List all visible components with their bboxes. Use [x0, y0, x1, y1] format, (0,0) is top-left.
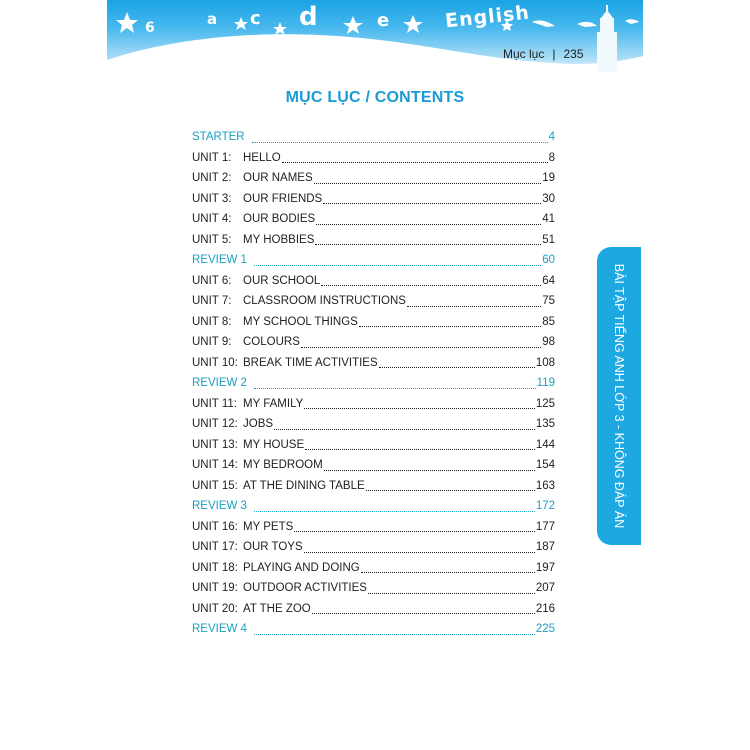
toc-title: COLOURS	[243, 336, 300, 348]
toc-unit-row[interactable]	[192, 234, 555, 255]
toc-page-number: 119	[536, 377, 555, 389]
table-of-contents	[192, 131, 555, 644]
toc-label: UNIT 13:	[192, 438, 238, 451]
dot-leader	[368, 593, 535, 594]
page-title: MỤC LỤC / CONTENTS	[285, 89, 465, 106]
dot-leader	[324, 470, 535, 471]
dot-leader	[304, 408, 535, 409]
dot-leader	[379, 367, 535, 368]
banner-letter: e	[377, 10, 390, 31]
toc-page-number: 216	[535, 602, 555, 615]
toc-title: HELLO	[243, 151, 281, 164]
toc-unit-row[interactable]	[192, 459, 555, 480]
toc-page-number: 4	[548, 131, 555, 143]
toc-label: UNIT 6:	[192, 274, 232, 287]
toc-unit-row[interactable]	[192, 213, 555, 234]
dot-leader	[274, 429, 535, 430]
dot-leader	[254, 265, 541, 266]
toc-page-number: 51	[542, 233, 555, 246]
toc-label: UNIT 9:	[192, 336, 232, 348]
toc-page-number: 163	[535, 479, 555, 492]
toc-label: STARTER	[192, 131, 245, 143]
dot-leader	[321, 285, 541, 286]
toc-title: MY FAMILY	[243, 397, 304, 410]
dot-leader	[305, 449, 535, 450]
banner-letter: 6	[145, 20, 155, 36]
toc-label: UNIT 15:	[192, 479, 238, 492]
toc-label: REVIEW 2	[192, 377, 247, 389]
toc-label: UNIT 10:	[192, 356, 238, 369]
dot-leader	[301, 347, 541, 348]
toc-unit-row[interactable]	[192, 295, 555, 316]
toc-page-number: 177	[535, 520, 555, 533]
toc-label: UNIT 5:	[192, 233, 232, 246]
toc-label: UNIT 14:	[192, 459, 238, 471]
running-title: Mục lục	[503, 47, 545, 61]
banner-letter: a	[207, 10, 218, 28]
toc-unit-row[interactable]	[192, 316, 555, 337]
toc-section-row[interactable]	[192, 500, 555, 521]
dot-leader	[254, 634, 535, 635]
toc-page-number: 19	[542, 172, 555, 184]
toc-page-number: 135	[535, 418, 555, 430]
toc-label: UNIT 8:	[192, 315, 232, 328]
dot-leader	[323, 203, 541, 204]
banner-decoration	[107, 0, 643, 72]
toc-unit-row[interactable]	[192, 439, 555, 460]
toc-section-row[interactable]	[192, 377, 555, 398]
toc-title: OUR SCHOOL	[243, 274, 321, 287]
toc-label: REVIEW 3	[192, 500, 247, 512]
toc-page-number: 98	[542, 336, 555, 348]
dot-leader	[252, 142, 548, 143]
toc-unit-row[interactable]	[192, 275, 555, 296]
dot-leader	[254, 388, 536, 389]
toc-label: UNIT 19:	[192, 582, 238, 594]
toc-unit-row[interactable]	[192, 562, 555, 583]
toc-unit-row[interactable]	[192, 193, 555, 214]
toc-page-number: 75	[542, 295, 555, 307]
toc-title: OUR NAMES	[243, 172, 313, 184]
toc-title: BREAK TIME ACTIVITIES	[243, 356, 378, 369]
toc-page-number: 64	[542, 274, 555, 287]
toc-unit-row[interactable]	[192, 582, 555, 603]
toc-unit-row[interactable]	[192, 418, 555, 439]
toc-title: MY PETS	[243, 520, 294, 533]
dot-leader	[304, 552, 535, 553]
separator: |	[552, 47, 556, 61]
toc-page-number: 225	[535, 623, 555, 635]
toc-page-number: 30	[542, 192, 555, 205]
toc-unit-row[interactable]	[192, 480, 555, 501]
dot-leader	[315, 244, 541, 245]
toc-label: REVIEW 1	[192, 254, 247, 266]
toc-label: UNIT 12:	[192, 418, 238, 430]
toc-unit-row[interactable]	[192, 398, 555, 419]
toc-label: UNIT 7:	[192, 295, 232, 307]
dot-leader	[407, 306, 541, 307]
tower-icon	[597, 5, 617, 72]
running-head	[503, 47, 584, 61]
header-banner	[107, 0, 643, 72]
dot-leader	[314, 183, 542, 184]
side-tab	[597, 247, 641, 545]
toc-unit-row[interactable]	[192, 152, 555, 173]
side-tab-text: BÀI TẬP TIẾNG ANH LỚP 3 - KHÔNG ĐÁP ÁN	[612, 263, 626, 529]
dot-leader	[366, 490, 535, 491]
toc-label: UNIT 3:	[192, 192, 232, 205]
dot-leader	[359, 326, 541, 327]
toc-page-number: 187	[535, 541, 555, 553]
toc-label: UNIT 16:	[192, 520, 238, 533]
banner-letter: d	[299, 2, 318, 32]
toc-unit-row[interactable]	[192, 541, 555, 562]
dot-leader	[254, 511, 535, 512]
toc-label: REVIEW 4	[192, 623, 247, 635]
toc-page-number: 144	[535, 438, 555, 451]
toc-title: AT THE ZOO	[243, 602, 311, 615]
bird-icons	[532, 19, 639, 27]
toc-label: UNIT 11:	[192, 397, 237, 410]
dot-leader	[294, 531, 535, 532]
toc-page-number: 207	[535, 582, 555, 594]
toc-unit-row[interactable]	[192, 336, 555, 357]
toc-title: MY BEDROOM	[243, 459, 323, 471]
toc-title: OUR TOYS	[243, 541, 303, 553]
toc-label: UNIT 18:	[192, 561, 238, 574]
book-page	[107, 0, 643, 750]
toc-label: UNIT 1:	[192, 151, 232, 164]
toc-label: UNIT 4:	[192, 213, 232, 225]
dot-leader	[312, 613, 535, 614]
toc-page-number: 41	[542, 213, 555, 225]
toc-title: OUR FRIENDS	[243, 192, 323, 205]
toc-unit-row[interactable]	[192, 172, 555, 193]
toc-page-number: 197	[535, 561, 555, 574]
dot-leader	[361, 572, 535, 573]
toc-title: CLASSROOM INSTRUCTIONS	[243, 295, 406, 307]
toc-page-number: 172	[535, 500, 555, 512]
toc-title: MY SCHOOL THINGS	[243, 315, 358, 328]
dot-leader	[316, 224, 541, 225]
toc-title: MY HOBBIES	[243, 233, 315, 246]
toc-unit-row[interactable]	[192, 521, 555, 542]
toc-page-number: 108	[535, 356, 555, 369]
toc-title: MY HOUSE	[243, 438, 305, 451]
banner-english-word: English	[444, 1, 531, 33]
toc-title: PLAYING AND DOING	[243, 561, 360, 574]
dot-leader	[282, 162, 548, 163]
toc-label: UNIT 2:	[192, 172, 232, 184]
toc-label: UNIT 20:	[192, 602, 238, 615]
toc-section-row[interactable]	[192, 254, 555, 275]
toc-title: JOBS	[243, 418, 274, 430]
toc-page-number: 8	[548, 151, 555, 164]
toc-page-number: 60	[542, 254, 555, 266]
toc-unit-row[interactable]	[192, 357, 555, 378]
toc-page-number: 85	[542, 315, 555, 328]
banner-letter: c	[250, 8, 261, 29]
toc-title: OUTDOOR ACTIVITIES	[243, 582, 367, 594]
toc-section-row[interactable]	[192, 623, 555, 644]
page-number: 235	[563, 47, 584, 61]
toc-title: OUR BODIES	[243, 213, 316, 225]
toc-title: AT THE DINING TABLE	[243, 479, 365, 492]
toc-label: UNIT 17:	[192, 541, 238, 553]
toc-page-number: 154	[535, 459, 555, 471]
toc-unit-row[interactable]	[192, 603, 555, 624]
toc-page-number: 125	[535, 397, 555, 410]
toc-section-row[interactable]	[192, 131, 555, 152]
